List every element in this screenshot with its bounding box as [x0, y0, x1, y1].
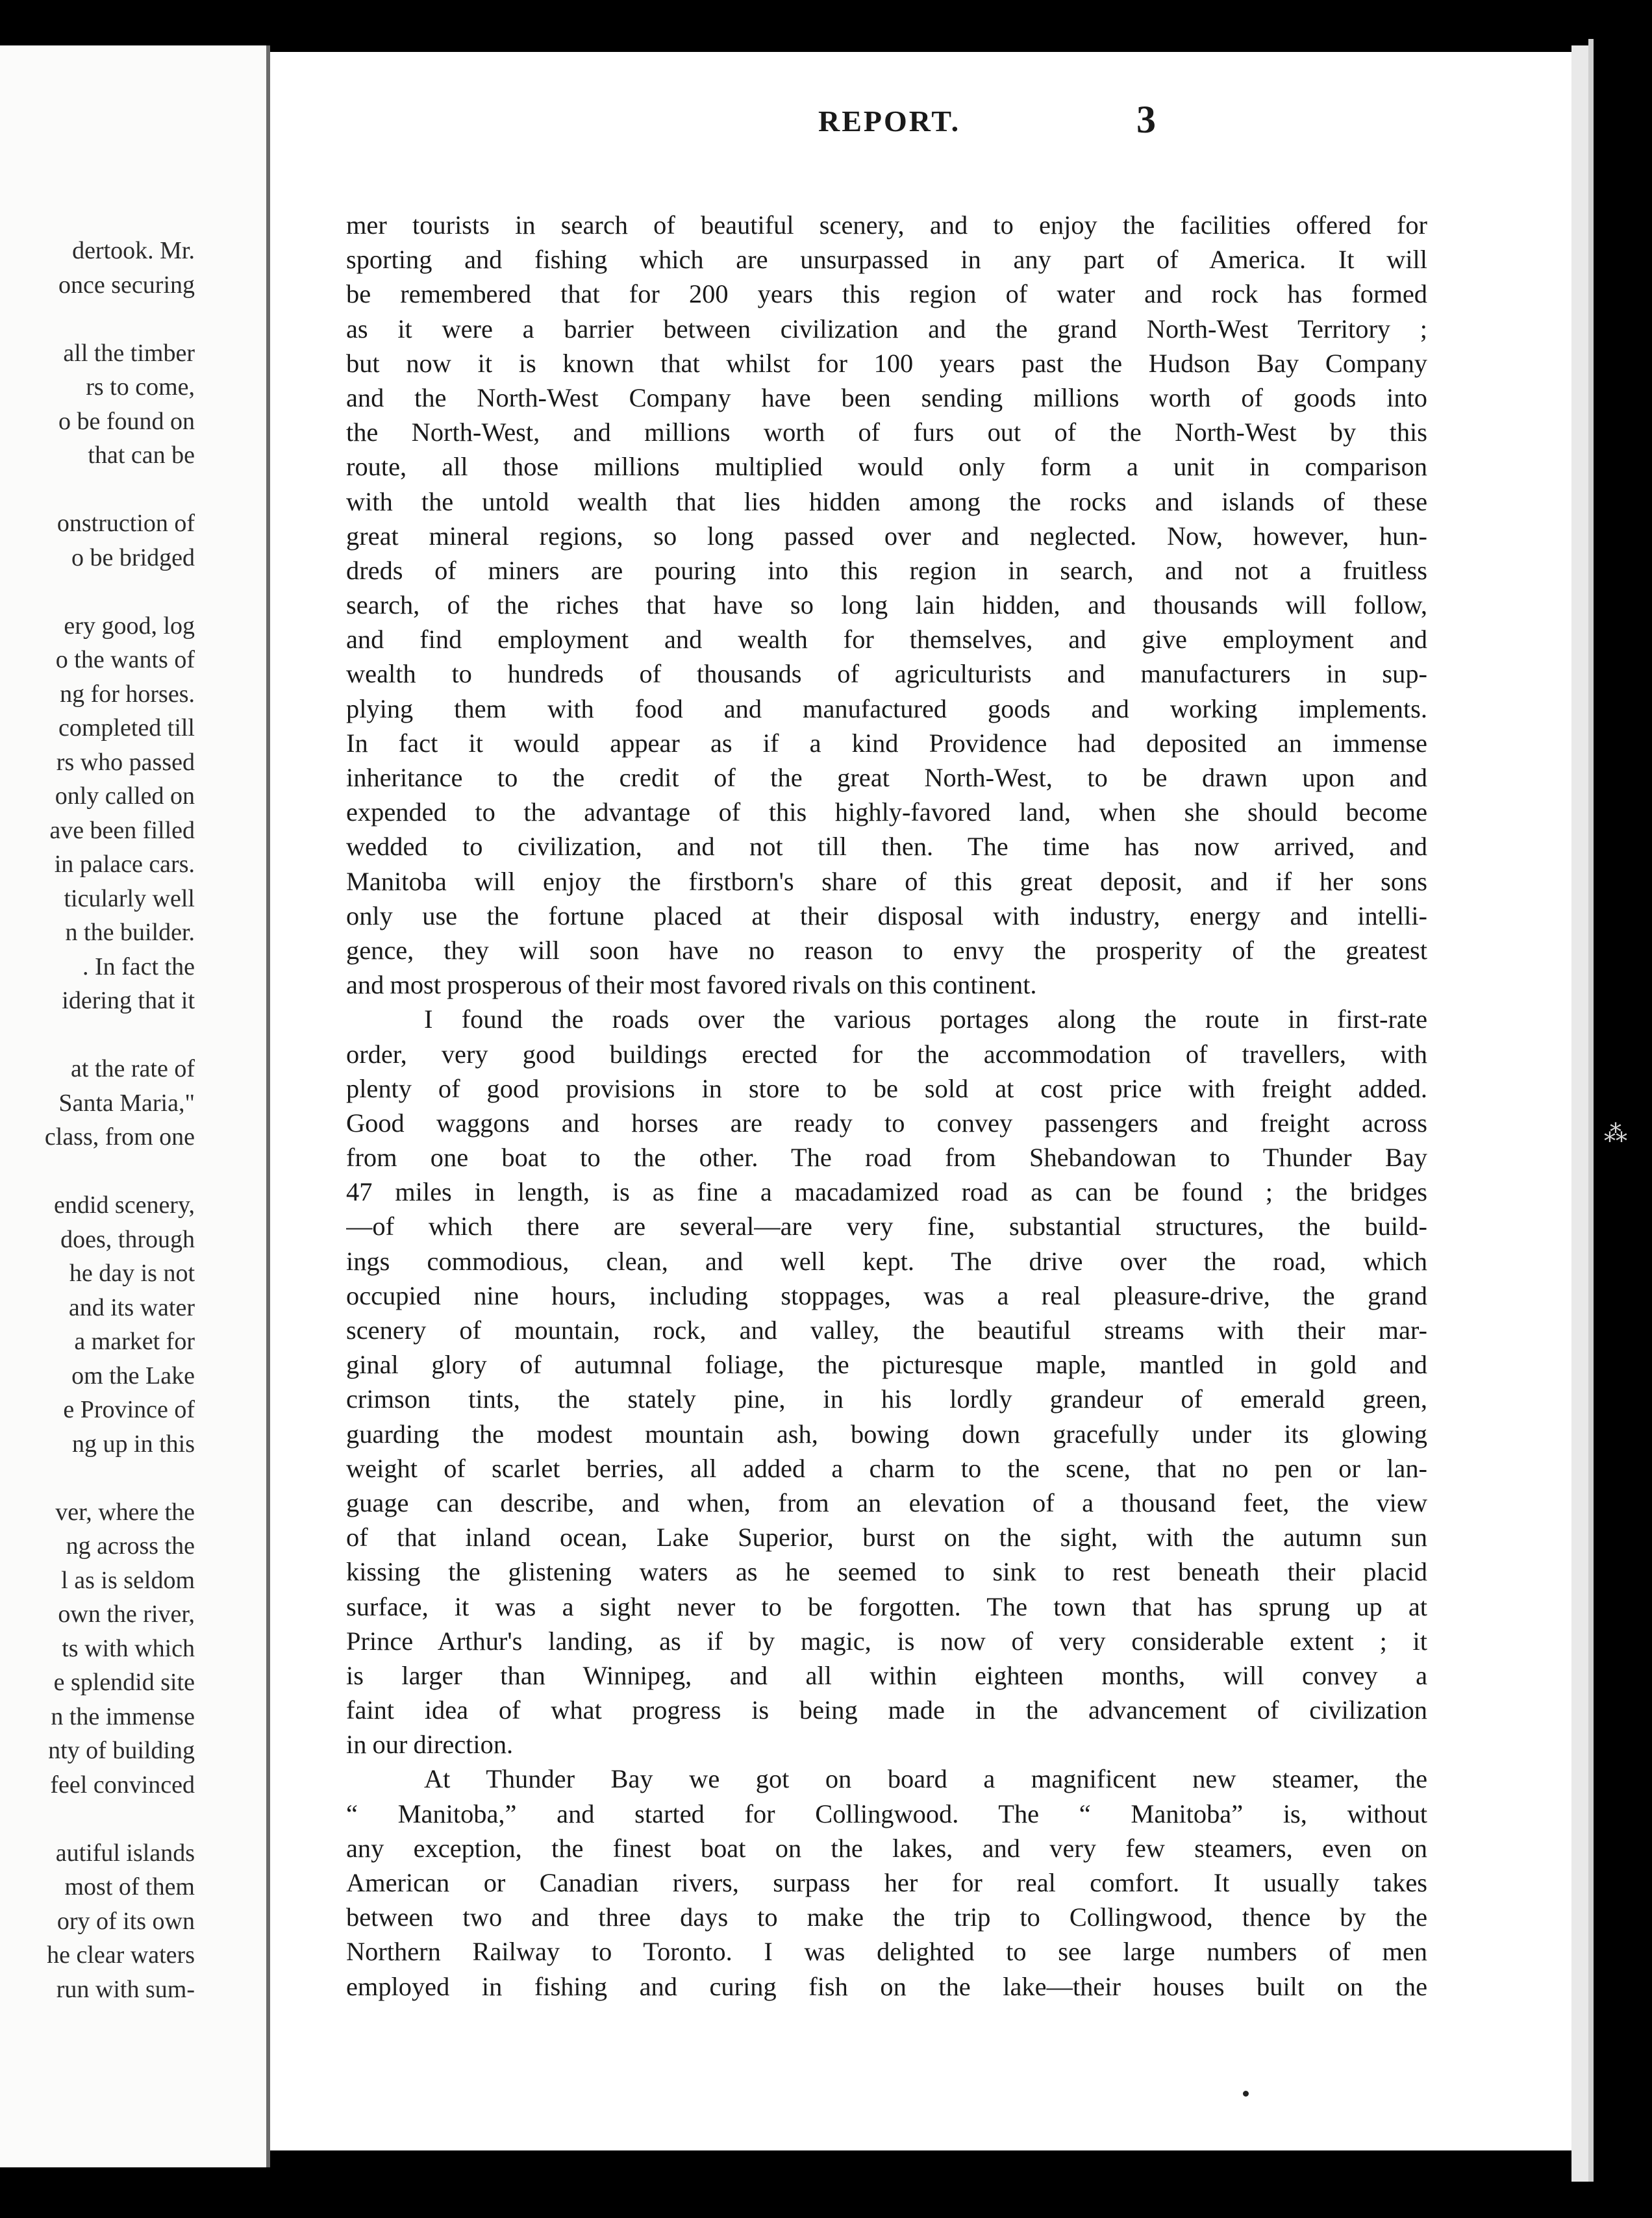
text-line: be remembered that for 200 years this region of water and rock has formed: [346, 279, 1427, 309]
facing-page-line: [0, 575, 195, 609]
running-head-title: REPORT.: [818, 105, 961, 138]
facing-page-line: [0, 302, 195, 336]
text-line: but now it is known that whilst for 100 years past the Hudson Bay Company: [346, 348, 1427, 378]
text-line: and the North-West Company have been sending millions worth of goods into: [346, 382, 1427, 412]
body-text: [346, 208, 1427, 2004]
facing-page-line: and its water: [68, 1293, 195, 1321]
text-line: Manitoba will enjoy the firstborn's share of this great deposit, and if her sons: [346, 866, 1427, 896]
facing-page-line: dertook. Mr.: [72, 237, 195, 264]
text-line: Good waggons and horses are ready to convey passengers and freight across: [346, 1108, 1427, 1138]
facing-page-line: all the timber: [63, 339, 195, 367]
text-line: crimson tints, the stately pine, in his lordly grandeur of emerald green,: [346, 1384, 1427, 1414]
text-line: of that inland ocean, Lake Superior, burst on the sight, with the autumn sun: [346, 1523, 1427, 1552]
text-line: plying them with food and manufactured goods and working implements.: [346, 693, 1427, 723]
facing-page-line: n the immense: [51, 1702, 195, 1730]
facing-page-line: he clear waters: [47, 1941, 195, 1969]
facing-page-text: [0, 234, 195, 2006]
facing-page-line: o the wants of: [55, 646, 195, 673]
page-edge: [1571, 45, 1588, 2182]
facing-page-line: [0, 1018, 195, 1053]
facing-page-line: once securing: [58, 271, 195, 299]
facing-page-line: completed till: [58, 714, 195, 741]
text-line: Northern Railway to Toronto. I was delighted to see large numbers of men: [346, 1937, 1427, 1967]
text-line: as it were a barrier between civilization and the grand North-West Territory ;: [346, 314, 1427, 343]
text-line: occupied nine hours, including stoppages, was a real pleasure-drive, the grand: [346, 1280, 1427, 1310]
text-line: wedded to civilization, and not till then. The time has now arrived, and: [346, 832, 1427, 862]
facing-page-line: ticularly well: [64, 884, 195, 912]
facing-page-line: onstruction of: [56, 510, 195, 537]
facing-page-line: autiful islands: [55, 1839, 195, 1867]
text-line: I found the roads over the various portages along the route in first-rate: [424, 1004, 1427, 1034]
text-line: wealth to hundreds of thousands of agriculturists and manufacturers in sup-: [346, 659, 1427, 689]
ink-speck: [1243, 2091, 1249, 2097]
text-line: —of which there are several—are very fine, substantial structures, the build-: [346, 1212, 1427, 1241]
facing-page-line: own the river,: [58, 1601, 195, 1628]
text-line: search, of the riches that have so long lain hidden, and thousands will follow,: [346, 590, 1427, 620]
text-line: guage can describe, and when, from an elevation of a thousand feet, the view: [346, 1488, 1427, 1517]
facing-page-line: . In fact the: [82, 953, 195, 980]
text-line: between two and three days to make the trip to Collingwood, thence by the: [346, 1902, 1427, 1932]
text-line: kissing the glistening waters as he seemed to sink to rest beneath their placid: [346, 1557, 1427, 1587]
text-line: great mineral regions, so long passed over and neglected. Now, however, hun-: [346, 521, 1427, 551]
text-line: In fact it would appear as if a kind Providence had deposited an immense: [346, 728, 1427, 758]
facing-page-line: that can be: [88, 442, 195, 469]
text-line: expended to the advantage of this highly-favored land, when she should become: [346, 797, 1427, 827]
facing-page-line: only called on: [55, 782, 195, 810]
text-line: any exception, the finest boat on the lakes, and very few steamers, even on: [346, 1833, 1427, 1863]
facing-page-line: [0, 473, 195, 507]
facing-page-line: ng for horses.: [60, 680, 195, 708]
text-line: with the untold wealth that lies hidden among the rocks and islands of these: [346, 486, 1427, 516]
text-line: dreds of miners are pouring into this region in search, and not a fruitless: [346, 555, 1427, 585]
facing-page-line: e Province of: [63, 1396, 195, 1423]
text-line: 47 miles in length, is as fine a macadamized road as can be found ; the bridges: [346, 1177, 1427, 1207]
text-line: order, very good buildings erected for the accommodation of travellers, with: [346, 1039, 1427, 1069]
facing-page-line: o be found on: [58, 407, 195, 435]
facing-page-line: Santa Maria,": [58, 1089, 195, 1117]
text-line: inheritance to the credit of the great North-West, to be drawn upon and: [346, 763, 1427, 792]
facing-page-line: ery good, log: [64, 612, 195, 640]
facing-page-fragment: [0, 45, 266, 2167]
page-edge-shadow: [1588, 39, 1594, 2182]
facing-page-line: at the rate of: [71, 1055, 195, 1082]
facing-page-line: a market for: [74, 1328, 195, 1355]
facing-page-line: ng up in this: [72, 1430, 195, 1458]
text-line: and find employment and wealth for themselves, and give employment and: [346, 625, 1427, 654]
text-line: Prince Arthur's landing, as if by magic, is now of very considerable extent ; it: [346, 1626, 1427, 1656]
facing-page-line: he day is not: [69, 1260, 195, 1287]
facing-page-line: does, through: [60, 1225, 195, 1253]
text-line: plenty of good provisions in store to be sold at cost price with freight added.: [346, 1073, 1427, 1103]
facing-page-line: l as is seldom: [61, 1566, 195, 1594]
text-line: faint idea of what progress is being made in the advancement of civilization: [346, 1695, 1427, 1725]
facing-page-line: nty of building: [48, 1737, 195, 1764]
text-line: surface, it was a sight never to be forgotten. The town that has sprung up at: [346, 1591, 1427, 1621]
facing-page-line: n the builder.: [65, 919, 195, 946]
text-line: scenery of mountain, rock, and valley, the beautiful streams with their mar-: [346, 1315, 1427, 1345]
text-line: employed in fishing and curing fish on the lake—their houses built on the: [346, 1971, 1427, 2001]
facing-page-line: in palace cars.: [54, 851, 195, 878]
text-line: At Thunder Bay we got on board a magnificent new steamer, the: [424, 1764, 1427, 1794]
facing-page-line: [0, 1802, 195, 1836]
text-line: only use the fortune placed at their disposal with industry, energy and intelli-: [346, 901, 1427, 930]
facing-page-line: class, from one: [44, 1123, 195, 1151]
text-line: from one boat to the other. The road from Shebandowan to Thunder Bay: [346, 1143, 1427, 1173]
text-line: “ Manitoba,” and started for Collingwood. The “ Manitoba” is, without: [346, 1799, 1427, 1828]
running-head: [545, 97, 1117, 149]
margin-mark: ⁂: [1604, 1121, 1627, 1147]
text-line: sporting and fishing which are unsurpassed in any part of America. It will: [346, 245, 1427, 275]
facing-page-line: [0, 1461, 195, 1495]
facing-page-line: ver, where the: [55, 1498, 195, 1526]
facing-page-line: feel convinced: [50, 1771, 195, 1799]
facing-page-line: idering that it: [62, 987, 195, 1014]
facing-page-line: most of them: [64, 1873, 195, 1900]
text-line: in our direction.: [346, 1730, 514, 1760]
text-line: weight of scarlet berries, all added a charm to the scene, that no pen or lan-: [346, 1453, 1427, 1483]
text-line: gence, they will soon have no reason to envy the prosperity of the greatest: [346, 935, 1427, 965]
facing-page-line: ng across the: [66, 1532, 195, 1560]
facing-page-line: endid scenery,: [54, 1191, 195, 1219]
text-line: guarding the modest mountain ash, bowing down gracefully under its glowing: [346, 1419, 1427, 1449]
facing-page-line: om the Lake: [71, 1362, 195, 1389]
facing-page-line: ts with which: [62, 1634, 195, 1662]
text-line: American or Canadian rivers, surpass her for real comfort. It usually takes: [346, 1868, 1427, 1897]
page-number: 3: [1136, 98, 1156, 141]
facing-page-line: o be bridged: [71, 543, 195, 571]
facing-page-line: ave been filled: [49, 816, 195, 844]
text-line: mer tourists in search of beautiful scenery, and to enjoy the facilities offered for: [346, 210, 1427, 240]
text-line: ings commodious, clean, and well kept. The drive over the road, which: [346, 1246, 1427, 1276]
text-line: is larger than Winnipeg, and all within eighteen months, will convey a: [346, 1660, 1427, 1690]
facing-page-line: run with sum-: [56, 1975, 195, 2003]
text-line: the North-West, and millions worth of furs out of the North-West by this: [346, 417, 1427, 447]
facing-page-line: [0, 1154, 195, 1189]
facing-page-line: e splendid site: [53, 1669, 195, 1696]
facing-page-line: rs who passed: [56, 748, 195, 776]
text-line: and most prosperous of their most favored rivals on this continent.: [346, 970, 1037, 1000]
facing-page-line: rs to come,: [86, 373, 195, 401]
text-line: route, all those millions multiplied would only form a unit in comparison: [346, 452, 1427, 482]
text-line: ginal glory of autumnal foliage, the picturesque maple, mantled in gold and: [346, 1350, 1427, 1380]
facing-page-line: ory of its own: [56, 1907, 195, 1935]
